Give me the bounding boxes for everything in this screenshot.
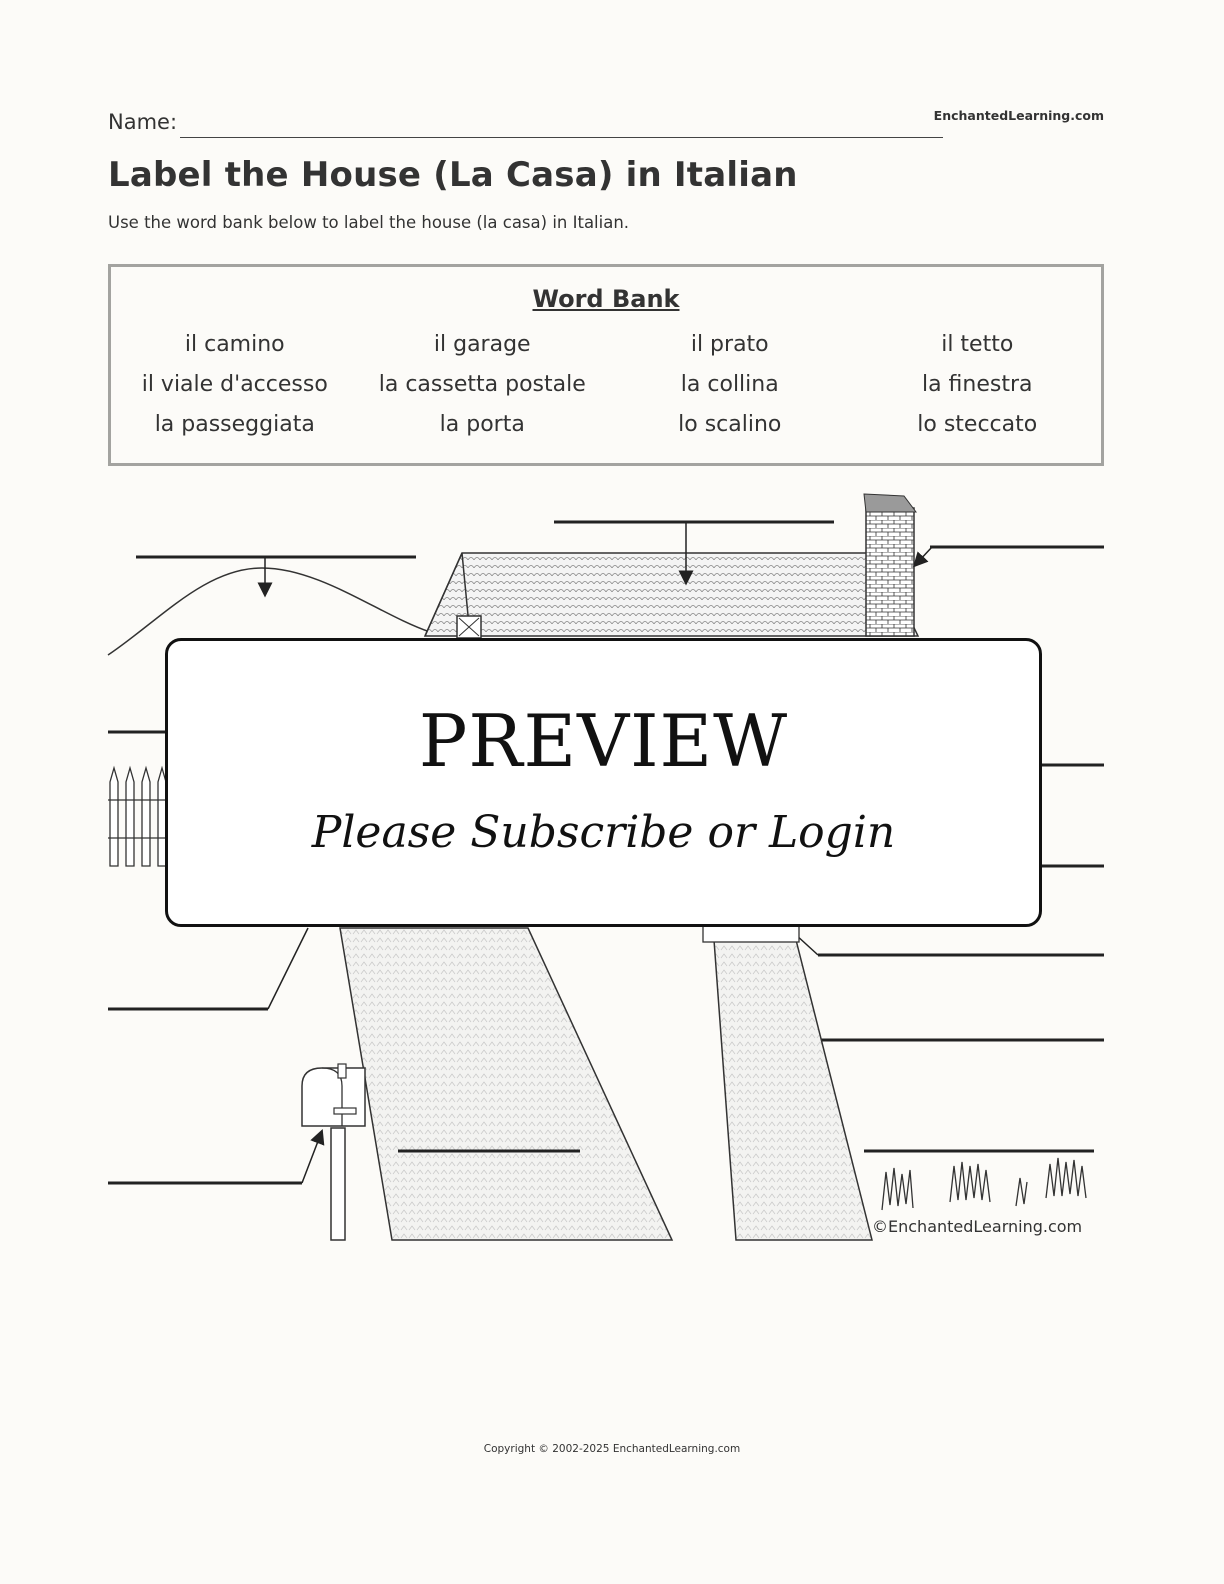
preview-overlay[interactable]: [165, 638, 1042, 927]
word-bank-word: il viale d'accesso: [141, 372, 328, 397]
word-bank-word: lo steccato: [917, 412, 1038, 437]
image-credit: ©EnchantedLearning.com: [872, 1217, 1083, 1236]
site-wordmark: EnchantedLearning.com: [933, 108, 1104, 123]
fence: [108, 732, 168, 866]
instructions: Use the word bank below to label the house (la casa) in Italian.: [108, 213, 630, 232]
name-row: [108, 108, 1104, 140]
name-blank-line[interactable]: [180, 137, 943, 138]
word-bank-word: la passeggiata: [154, 412, 315, 437]
word-bank-word: la cassetta postale: [378, 372, 586, 397]
mailbox: [108, 1064, 365, 1240]
step: [703, 926, 799, 942]
word-bank-word: il tetto: [941, 332, 1014, 357]
footer-copyright: Copyright © 2002-2025 EnchantedLearning.com: [483, 1443, 741, 1455]
word-bank-word: lo scalino: [678, 412, 782, 437]
word-bank-word: il prato: [690, 332, 769, 357]
page-title: Label the House (La Casa) in Italian: [108, 155, 798, 195]
word-bank: [108, 264, 1104, 466]
walkway: [703, 926, 872, 1240]
garage-label: [108, 928, 308, 1009]
word-bank-title: Word Bank: [532, 285, 680, 313]
word-bank-word: la finestra: [921, 372, 1033, 397]
word-bank-word: la porta: [439, 412, 525, 437]
word-bank-word: la collina: [680, 372, 779, 397]
word-bank-word: il garage: [433, 332, 531, 357]
word-bank-word: il camino: [184, 332, 285, 357]
name-label: Name:: [108, 110, 178, 134]
chimney: [864, 494, 1104, 636]
roof: [425, 522, 918, 638]
driveway: [340, 928, 672, 1240]
word-bank-grid: [111, 331, 1101, 439]
preview-subtitle: Please Subscribe or Login: [311, 807, 896, 858]
attic-window: [457, 616, 481, 638]
preview-title: PREVIEW: [418, 699, 789, 783]
lawn: [864, 1151, 1094, 1210]
